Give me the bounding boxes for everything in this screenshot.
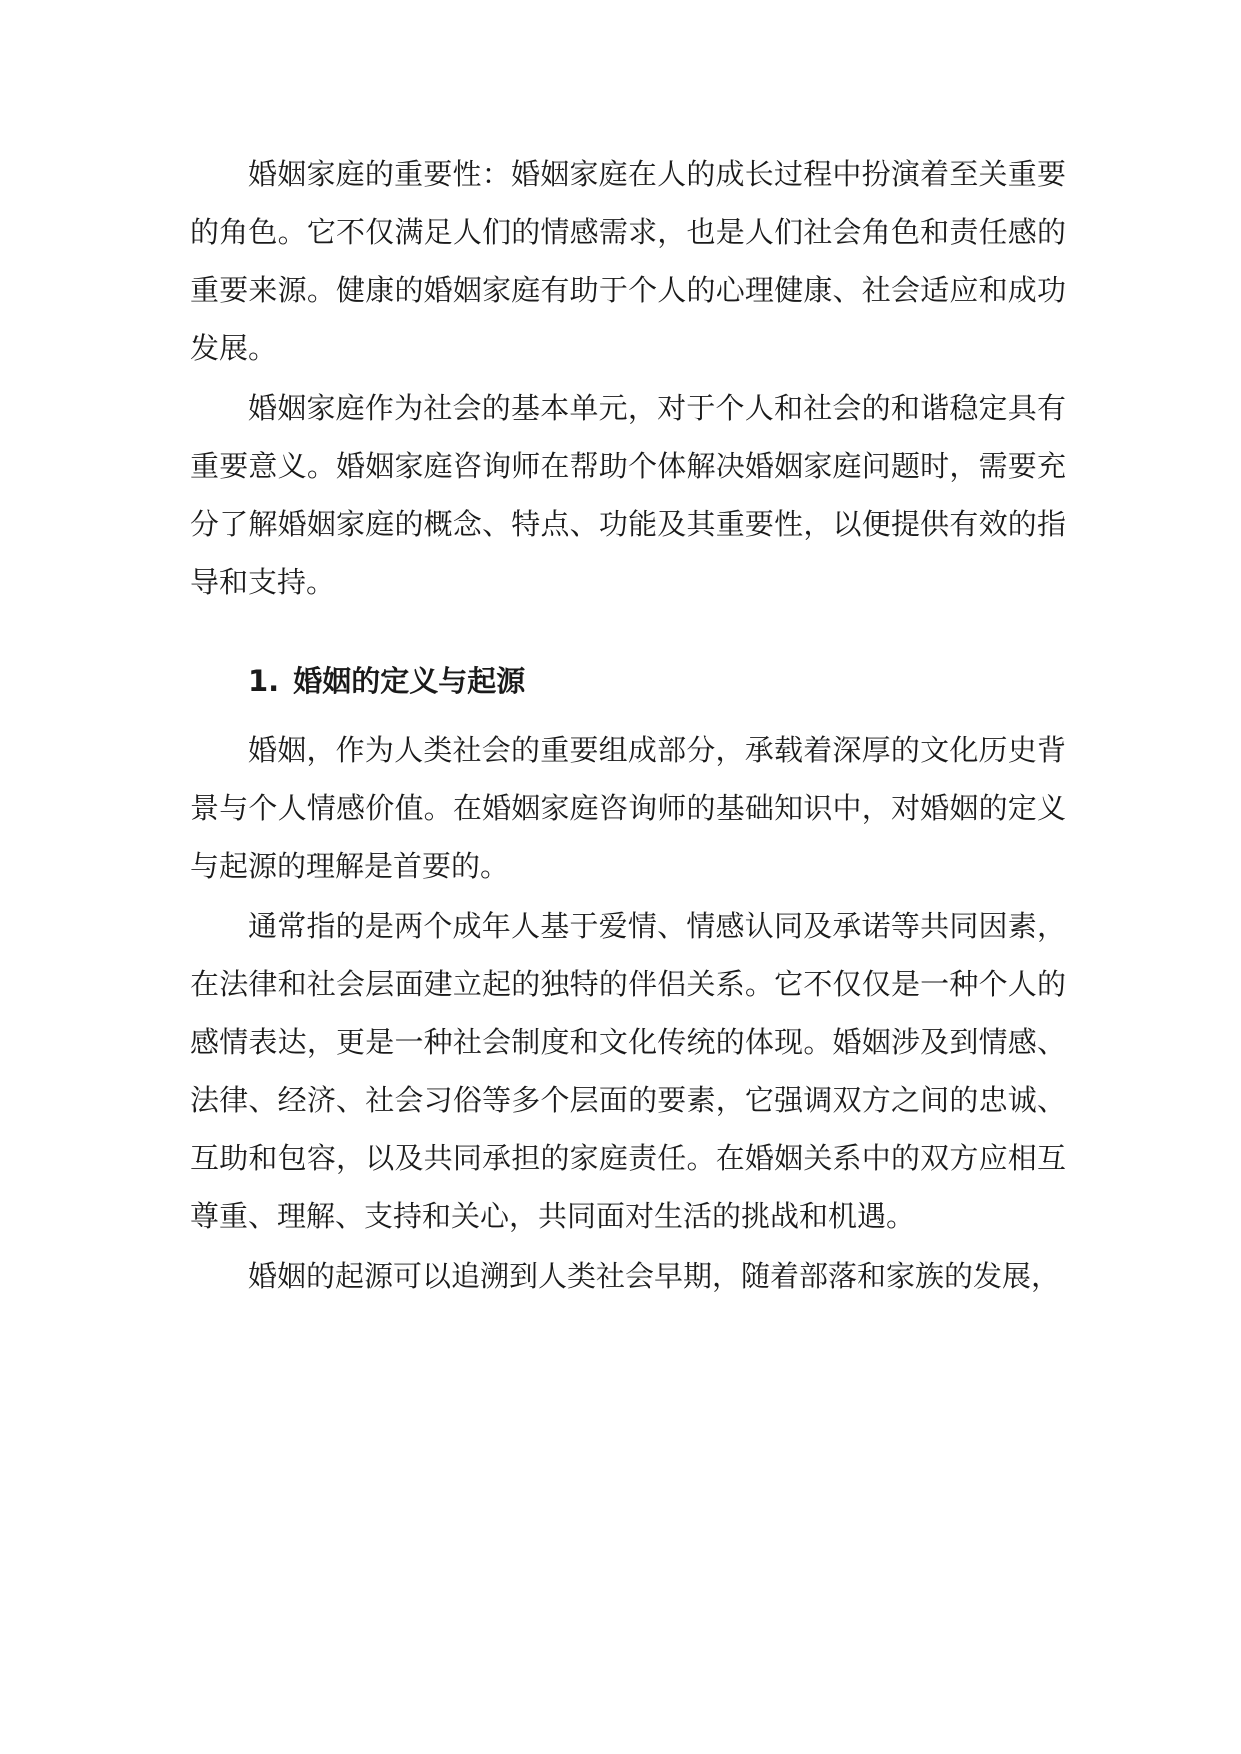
paragraph-importance: 婚姻家庭的重要性：婚姻家庭在人的成长过程中扮演着至关重要的角色。它不仅满足人们的情感需求，也是人们社会角色和责任感的重要来源。健康的婚姻家庭有助于个人的心理健康、社会适应和成功发展。 [190, 157, 1066, 365]
paragraph-basic-unit: 婚姻家庭作为社会的基本单元，对于个人和社会的和谐稳定具有重要意义。婚姻家庭咨询师在帮助个体解决婚姻家庭问题时，需要充分了解婚姻家庭的概念、特点、功能及其重要性，以便提供有效的指导和支持。 [190, 391, 1066, 599]
section-number: 1. [248, 664, 280, 698]
section-title: 婚姻的定义与起源 [293, 664, 526, 698]
document-body [190, 145, 1066, 1307]
paragraph-marriage-origin: 婚姻的起源可以追溯到人类社会早期，随着部落和家族的发展， [248, 1259, 1061, 1293]
section-heading [190, 641, 1066, 721]
paragraph-marriage-definition: 通常指的是两个成年人基于爱情、情感认同及承诺等共同因素，在法律和社会层面建立起的独特的伴侣关系。它不仅仅是一种个人的感情表达，更是一种社会制度和文化传统的体现。婚姻涉及到情感、法律、经济、社会习俗等多个层面的要素，它强调双方之间的忠诚、互助和包容，以及共同承担的家庭责任。在婚姻关系中的双方应相互尊重、理解、支持和关心，共同面对生活的挑战和机遇。 [190, 909, 1066, 1233]
paragraph-marriage-intro: 婚姻，作为人类社会的重要组成部分，承载着深厚的文化历史背景与个人情感价值。在婚姻家庭咨询师的基础知识中，对婚姻的定义与起源的理解是首要的。 [190, 733, 1066, 883]
